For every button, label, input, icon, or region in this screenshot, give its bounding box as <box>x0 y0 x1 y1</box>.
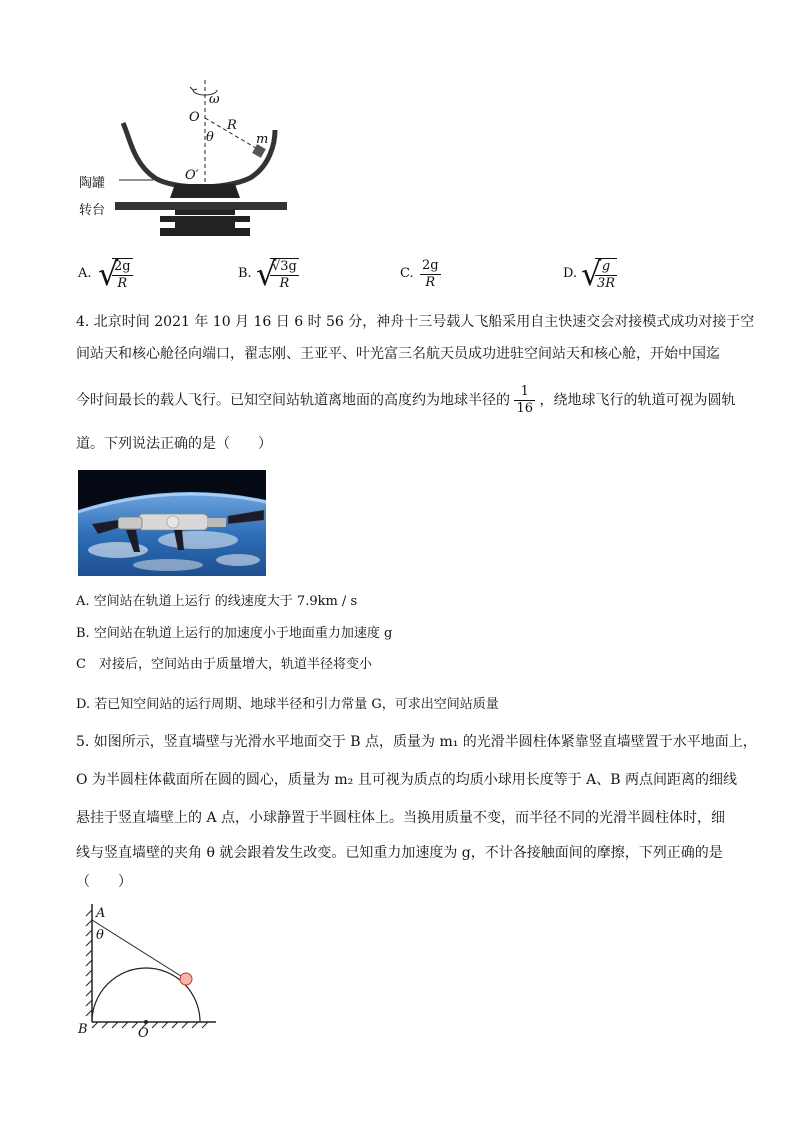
option-label: A. <box>78 266 92 281</box>
center-o-label: O <box>189 110 200 125</box>
pot-label: 陶罐 <box>79 176 106 191</box>
q4-option-b[interactable]: B. 空间站在轨道上运行的加速度小于地面重力加速度 g <box>76 626 393 641</box>
sqrt-icon: √ <box>98 255 119 293</box>
q4-line-3-post: ，绕地球飞行的轨道可视为圆轨 <box>539 392 736 409</box>
fraction: $\frac{√3g}{R}$ <box>272 259 297 291</box>
q5-line-2: O 为半圆柱体截面所在圆的圆心，质量为 m₂ 且可视为质点的均质小球用长度等于 A、B 两点间距离的细线 <box>76 772 738 788</box>
point-b-label: B <box>78 1022 88 1037</box>
q4-option-c[interactable]: C 对接后，空间站由于质量增大，轨道半径将变小 <box>76 657 372 672</box>
q5-line-4: 线与竖直墙壁的夹角 θ 就会跟着发生改变。已知重力加速度为 g，不计各接触面间的摩擦，下列正确的是 <box>76 845 723 861</box>
option-label: C. <box>400 266 414 281</box>
space-station-image <box>78 470 266 576</box>
turntable-label: 转台 <box>79 203 106 218</box>
fraction: $\frac{g}{3R}$ <box>597 259 616 291</box>
o-prime-label: O′ <box>185 168 199 183</box>
q4-fraction: $\frac{1}{16}$ <box>516 384 533 416</box>
option-label: D. <box>563 266 578 281</box>
option-label: B. <box>238 266 252 281</box>
q3-figure <box>75 78 305 248</box>
q4-line-4: 道。下列说法正确的是（ ） <box>76 436 272 452</box>
q4-line-3-pre: 今时间最长的载人飞行。已知空间站轨道离地面的高度约为地球半径的 <box>76 392 510 409</box>
q4-line-2: 间站天和核心舱径向端口，翟志刚、王亚平、叶光富三名航天员成功进驻空间站天和核心舱，开始中国迄 <box>76 346 720 362</box>
omega-label: ω <box>209 92 220 107</box>
center-o-label: O <box>138 1026 149 1041</box>
q4-option-a[interactable]: A. 空间站在轨道上运行 的线速度大于 7.9km / s <box>76 594 358 609</box>
q4-line-1: 4. 北京时间 2021 年 10 月 16 日 6 时 56 分，神舟十三号载人飞船采用自主快速交会对接模式成功对接于空 <box>76 314 755 330</box>
q5-line-5: （ ） <box>76 874 132 890</box>
sqrt-icon: √ <box>256 255 277 293</box>
q5-line-1: 5. 如图所示，竖直墙壁与光滑水平地面交于 B 点，质量为 m₁ 的光滑半圆柱体紧靠竖直墙壁置于水平地面上， <box>76 734 757 750</box>
q4-line-3 <box>76 384 735 424</box>
pot-turntable-diagram <box>75 78 305 248</box>
sqrt-icon: √ <box>581 255 602 293</box>
q5-line-3: 悬挂于竖直墙壁上的 A 点，小球静置于半圆柱体上。当换用质量不变，而半径不同的光滑半圆柱体时，细 <box>76 810 726 826</box>
theta-label: θ <box>96 928 104 943</box>
theta-label: θ <box>206 130 214 145</box>
q5-figure <box>76 898 226 1044</box>
fraction: $\frac{2g}{R}$ <box>422 258 439 290</box>
fraction: $\frac{2g}{R}$ <box>114 259 131 291</box>
radius-r-label: R <box>227 118 237 133</box>
q4-option-d[interactable]: D. 若已知空间站的运行周期、地球半径和引力常量 G，可求出空间站质量 <box>76 697 499 712</box>
point-a-label: A <box>96 906 106 921</box>
mass-m-label: m <box>256 132 269 147</box>
